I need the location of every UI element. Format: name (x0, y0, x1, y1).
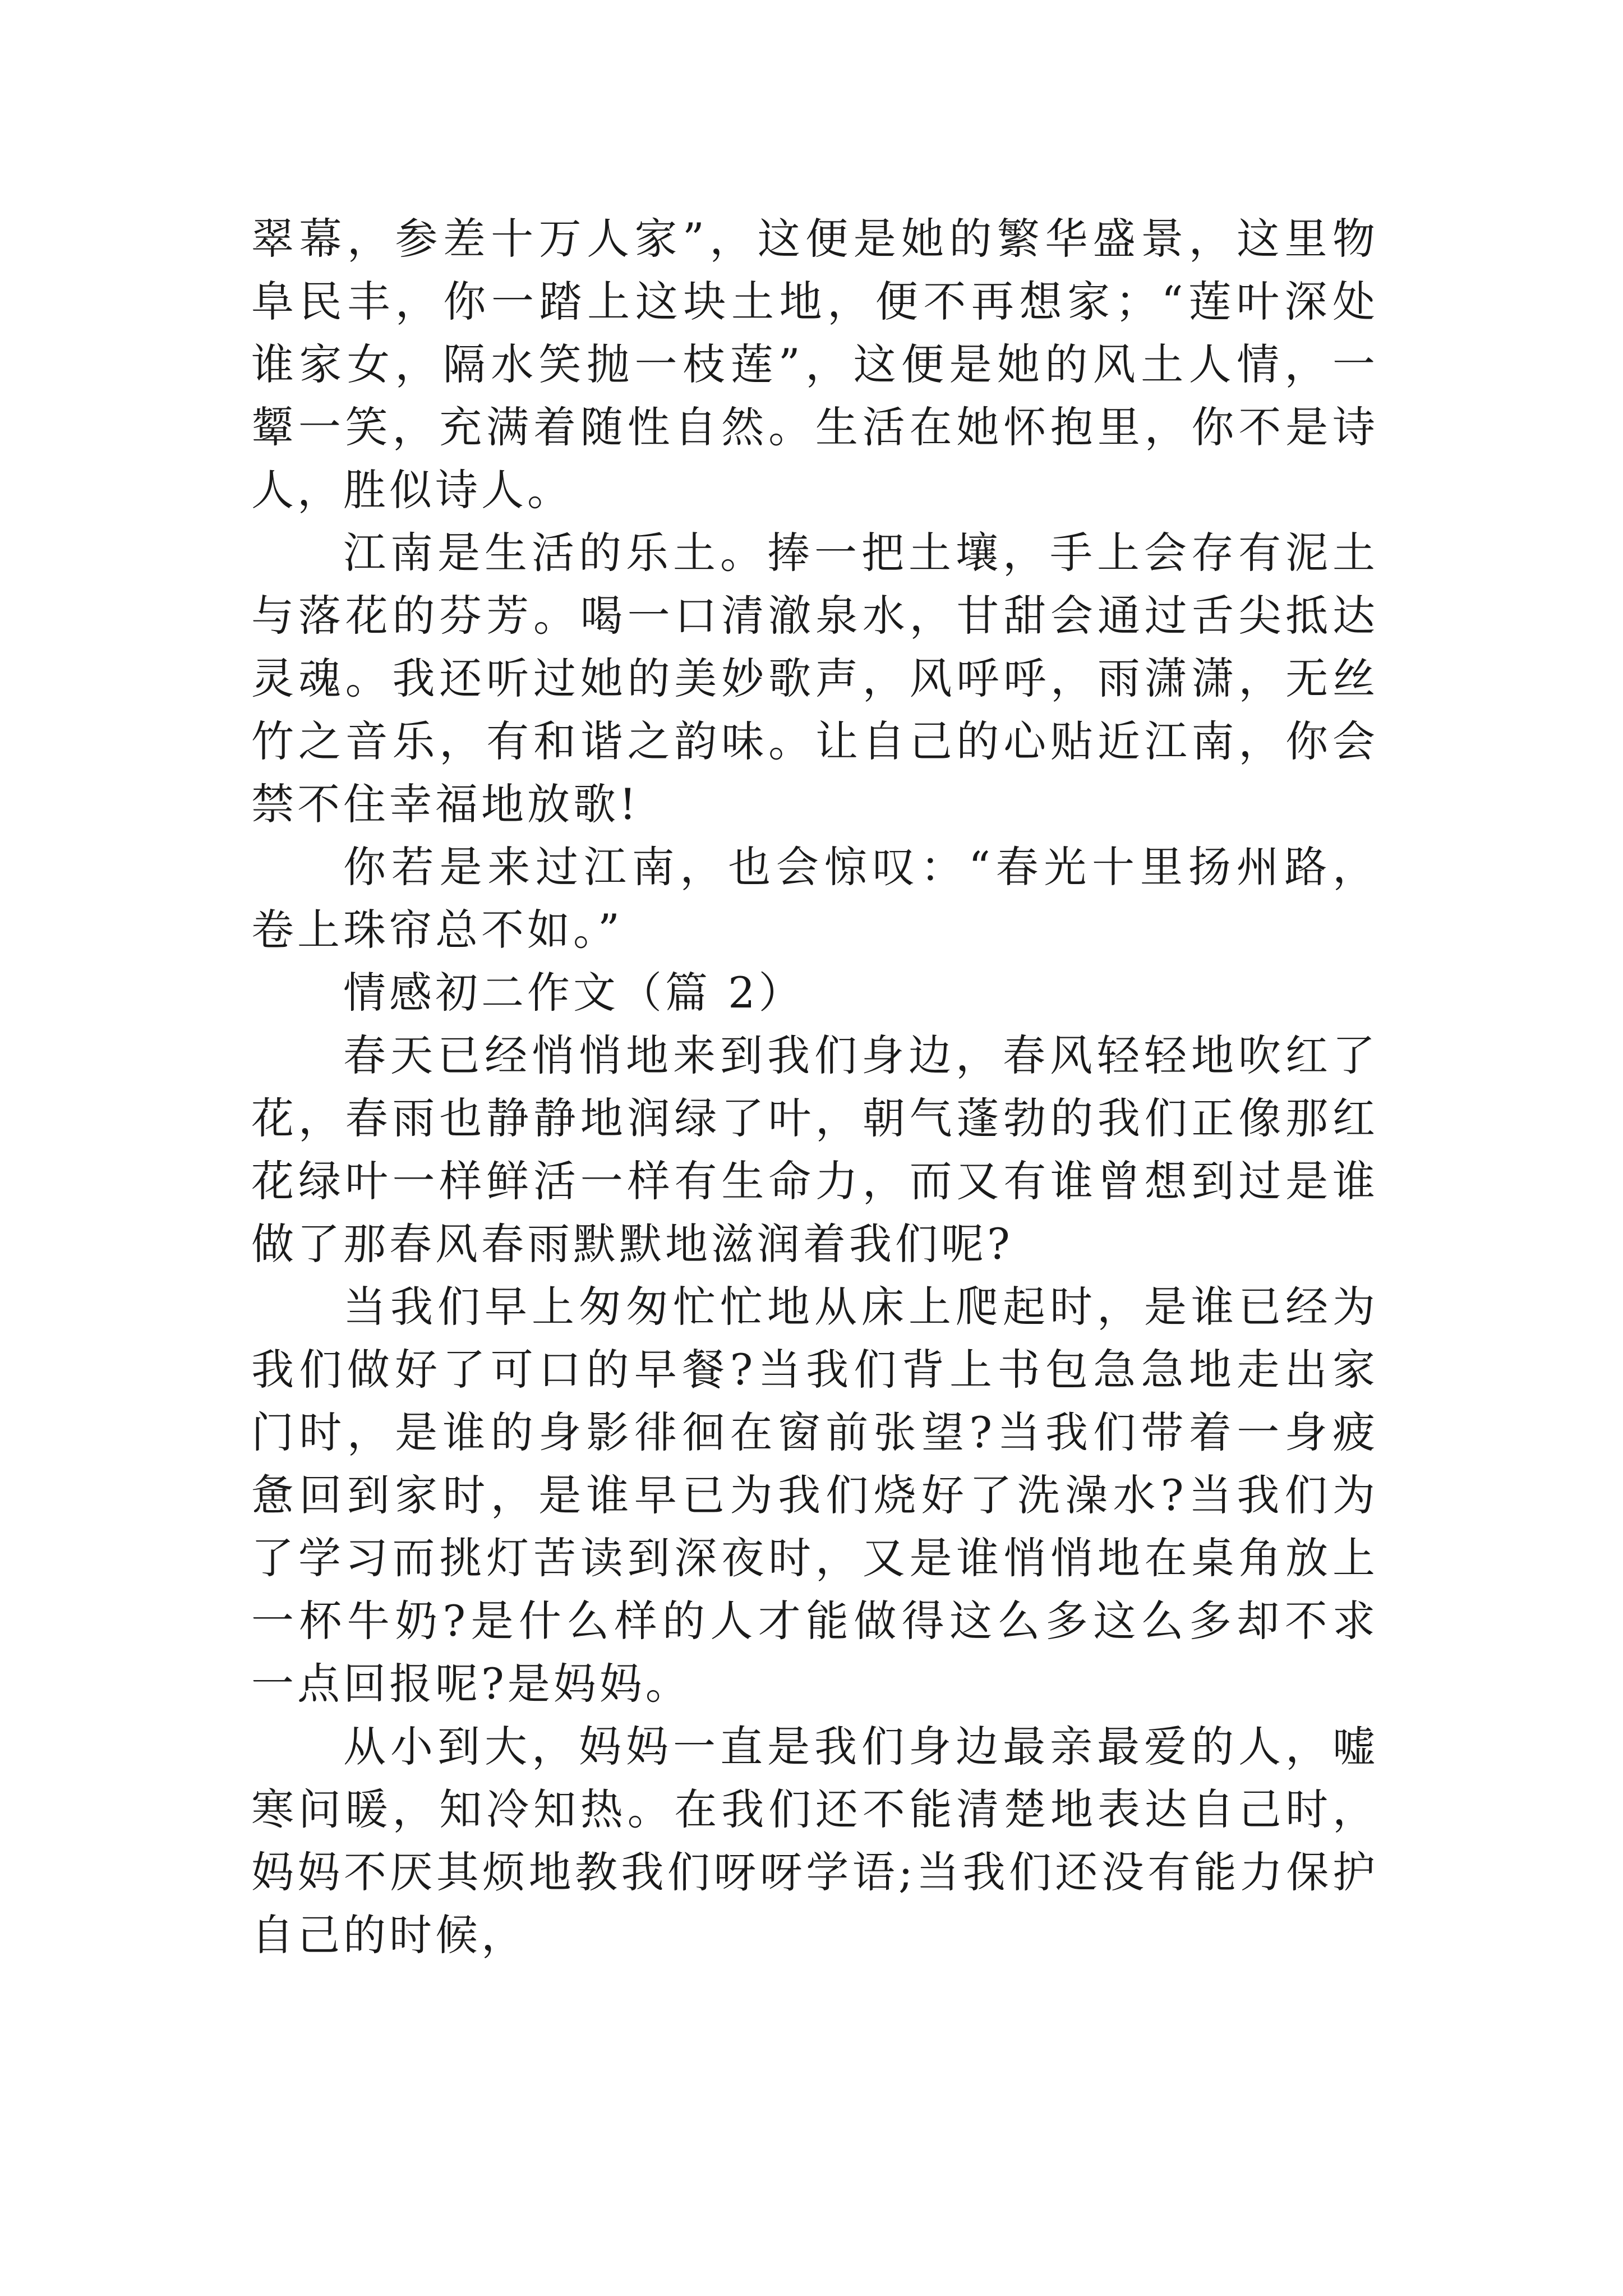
paragraph: 春天已经悄悄地来到我们身边，春风轻轻地吹红了花，春雨也静静地润绿了叶，朝气蓬勃的我们正像那红花绿叶一样鲜活一样有生命力，而又有谁曾想到过是谁做了那春风春雨默默地滋润着我们呢? (251, 1030, 1378, 1269)
paragraph-continuation: 翠幕，参差十万人家”，这便是她的繁华盛景，这里物阜民丰，你一踏上这块土地，便不再想家；“莲叶深处谁家女，隔水笑抛一枝莲”，这便是她的风土人情，一颦一笑，充满着随性自然。生活在她怀抱里，你不是诗人，胜似诗人。 (251, 214, 1378, 515)
section-title: 情感初二作文（篇 2） (343, 968, 805, 1018)
paragraph: 当我们早上匆匆忙忙地从床上爬起时，是谁已经为我们做好了可口的早餐?当我们背上书包急急地走出家门时，是谁的身影徘徊在窗前张望?当我们带着一身疲惫回到家时，是谁早已为我们烧好了洗澡水?当我们为了学习而挑灯苦读到深夜时，又是谁悄悄地在桌角放上一杯牛奶?是什么样的人才能做得这么多这么多却不求一点回报呢?是妈妈。 (251, 1282, 1378, 1709)
paragraph: 江南是生活的乐土。捧一把土壤，手上会存有泥土与落花的芬芳。喝一口清澈泉水，甘甜会通过舌尖抵达灵魂。我还听过她的美妙歌声，风呼呼，雨潇潇，无丝竹之音乐，有和谐之韵味。让自己的心贴近江南，你会禁不住幸福地放歌! (251, 528, 1378, 829)
document-body (251, 208, 1378, 1967)
paragraph: 你若是来过江南，也会惊叹：“春光十里扬州路，卷上珠帘总不如。” (251, 842, 1378, 955)
paragraph: 从小到大，妈妈一直是我们身边最亲最爱的人，嘘寒问暖，知冷知热。在我们还不能清楚地表达自己时，妈妈不厌其烦地教我们呀呀学语;当我们还没有能力保护自己的时候， (251, 1722, 1378, 1960)
